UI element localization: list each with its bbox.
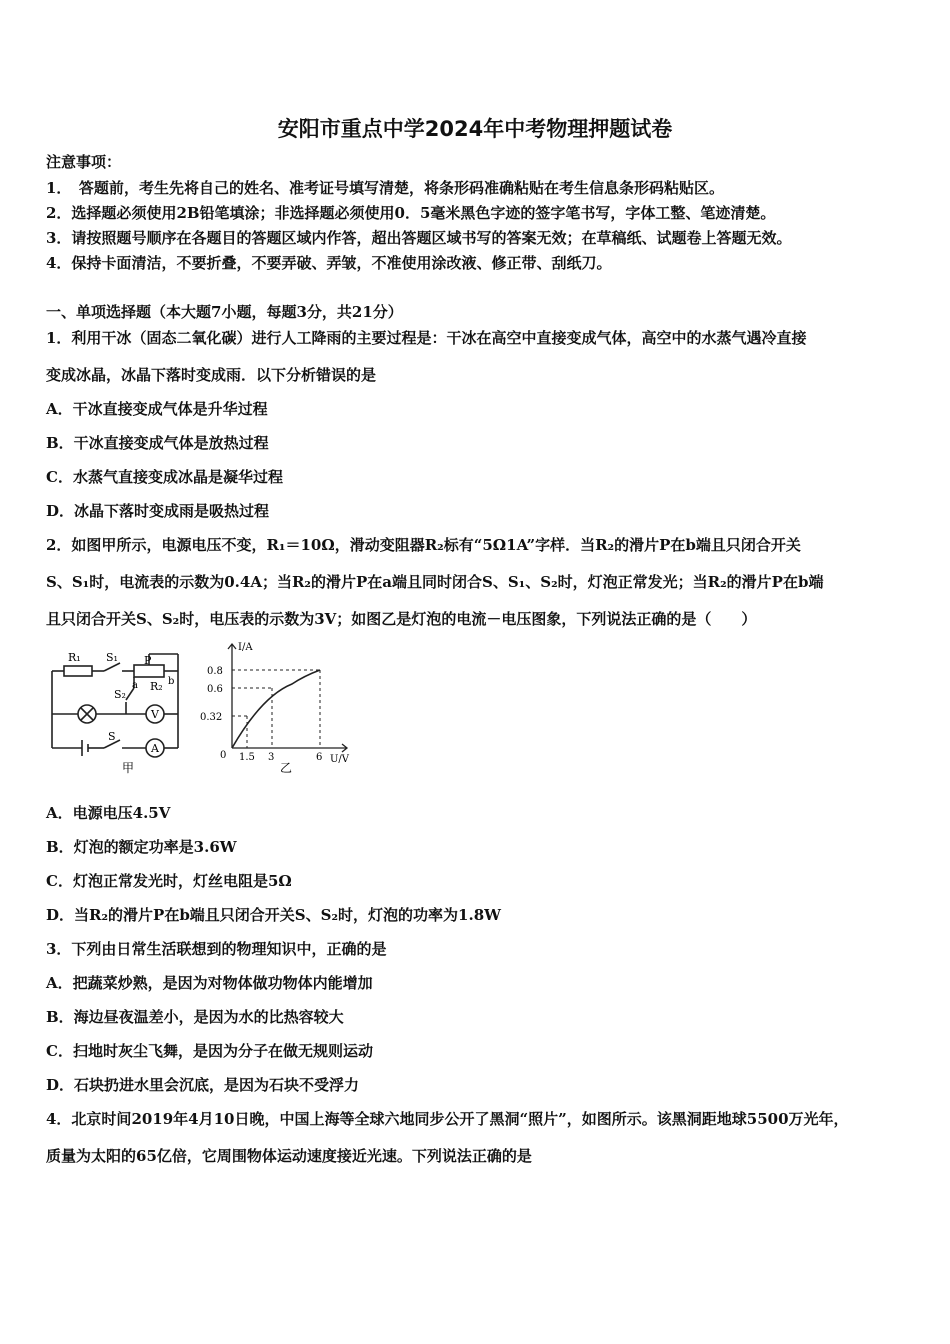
- graph-origin: 0: [220, 750, 227, 761]
- q1-option-c: C．水蒸气直接变成冰晶是凝华过程: [46, 468, 283, 486]
- note-item: 1． 答题前，考生先将自己的姓名、准考证号填写清楚，将条形码准确粘贴在考生信息条形码粘贴区。: [46, 179, 724, 197]
- r2-label: R₂: [150, 680, 163, 693]
- s-label: S: [108, 730, 116, 743]
- graph-caption: 乙: [280, 761, 293, 775]
- a-label: a: [132, 680, 138, 691]
- q2-stem: 2．如图甲所示，电源电压不变，R₁＝10Ω，滑动变阻器R₂标有“5Ω1A”字样．当R₂的滑片P在b端且只闭合开关: [46, 536, 801, 554]
- graph-ytick: 0.6: [207, 684, 223, 695]
- iu-graph: [228, 644, 347, 752]
- graph-xtick: 3: [268, 752, 275, 763]
- q4-stem: 4．北京时间2019年4月10日晚，中国上海等全球六地同步公开了黑洞“照片”，如图所示。该黑洞距地球5500万光年，: [46, 1110, 849, 1128]
- s2-label: S₂: [114, 688, 126, 701]
- q2-option-b: B．灯泡的额定功率是3.6W: [46, 838, 237, 856]
- note-item: 4．保持卡面清洁，不要折叠，不要弄破、弄皱，不准使用涂改液、修正带、刮纸刀。: [46, 254, 612, 272]
- ammeter-label: A: [151, 742, 159, 755]
- q1-stem: 1．利用干冰（固态二氧化碳）进行人工降雨的主要过程是：干冰在高空中直接变成气体，高空中的水蒸气遇冷直接: [46, 329, 807, 347]
- page-title: 安阳市重点中学2024年中考物理押题试卷: [277, 117, 673, 141]
- note-item: 3．请按照题号顺序在各题目的答题区域内作答，超出答题区域书写的答案无效；在草稿纸、试题卷上答题无效。: [46, 229, 792, 247]
- q2-option-c: C．灯泡正常发光时，灯丝电阻是5Ω: [46, 872, 292, 890]
- section-heading: 一、单项选择题（本大题7小题，每题3分，共21分）: [46, 303, 403, 321]
- q1-stem: 变成冰晶，冰晶下落时变成雨．以下分析错误的是: [46, 366, 377, 384]
- q3-option-c: C．扫地时灰尘飞舞，是因为分子在做无规则运动: [46, 1042, 373, 1060]
- q2-stem: S、S₁时，电流表的示数为0.4A；当R₂的滑片P在a端且同时闭合S、S₁、S₂时，灯泡正常发光；当R₂的滑片P在b端: [46, 573, 824, 591]
- graph-xtick: 1.5: [239, 752, 255, 763]
- note-item: 2．选择题必须使用2B铅笔填涂；非选择题必须使用0．5毫米黑色字迹的签字笔书写，字体工整、笔迹清楚。: [46, 204, 776, 222]
- circuit-caption: 甲: [122, 761, 135, 775]
- iu-guides: [232, 670, 320, 748]
- graph-ytick: 0.8: [207, 666, 223, 677]
- r1-label: R₁: [68, 651, 81, 664]
- q2-option-a: A．电源电压4.5V: [46, 804, 171, 822]
- s1-label: S₁: [106, 651, 118, 664]
- q2-figure: [42, 636, 362, 778]
- q4-stem: 质量为太阳的65亿倍，它周围物体运动速度接近光速。下列说法正确的是: [46, 1147, 532, 1165]
- q3-option-a: A．把蔬菜炒熟，是因为对物体做功物体内能增加: [46, 974, 373, 992]
- notes-heading: 注意事项：: [46, 153, 122, 171]
- q1-option-b: B．干冰直接变成气体是放热过程: [46, 434, 269, 452]
- p-label: P: [144, 654, 152, 667]
- graph-xtick: 6: [316, 752, 323, 763]
- q2-option-d: D．当R₂的滑片P在b端且只闭合开关S、S₂时，灯泡的功率为1.8W: [46, 906, 501, 924]
- graph-ytick: 0.32: [200, 712, 223, 723]
- b-label: b: [168, 676, 175, 687]
- q1-option-a: A．干冰直接变成气体是升华过程: [46, 400, 268, 418]
- q3-option-b: B．海边昼夜温差小，是因为水的比热容较大: [46, 1008, 344, 1026]
- q3-stem: 3．下列由日常生活联想到的物理知识中，正确的是: [46, 940, 387, 958]
- voltmeter-label: V: [151, 708, 159, 721]
- graph-xlabel: U/V: [330, 754, 350, 765]
- graph-ylabel: I/A: [238, 642, 253, 653]
- q1-option-d: D．冰晶下落时变成雨是吸热过程: [46, 502, 270, 520]
- q3-option-d: D．石块扔进水里会沉底，是因为石块不受浮力: [46, 1076, 360, 1094]
- q2-stem: 且只闭合开关S、S₂时，电压表的示数为3V；如图乙是灯泡的电流－电压图象，下列说法正确的是（ ）: [46, 610, 757, 628]
